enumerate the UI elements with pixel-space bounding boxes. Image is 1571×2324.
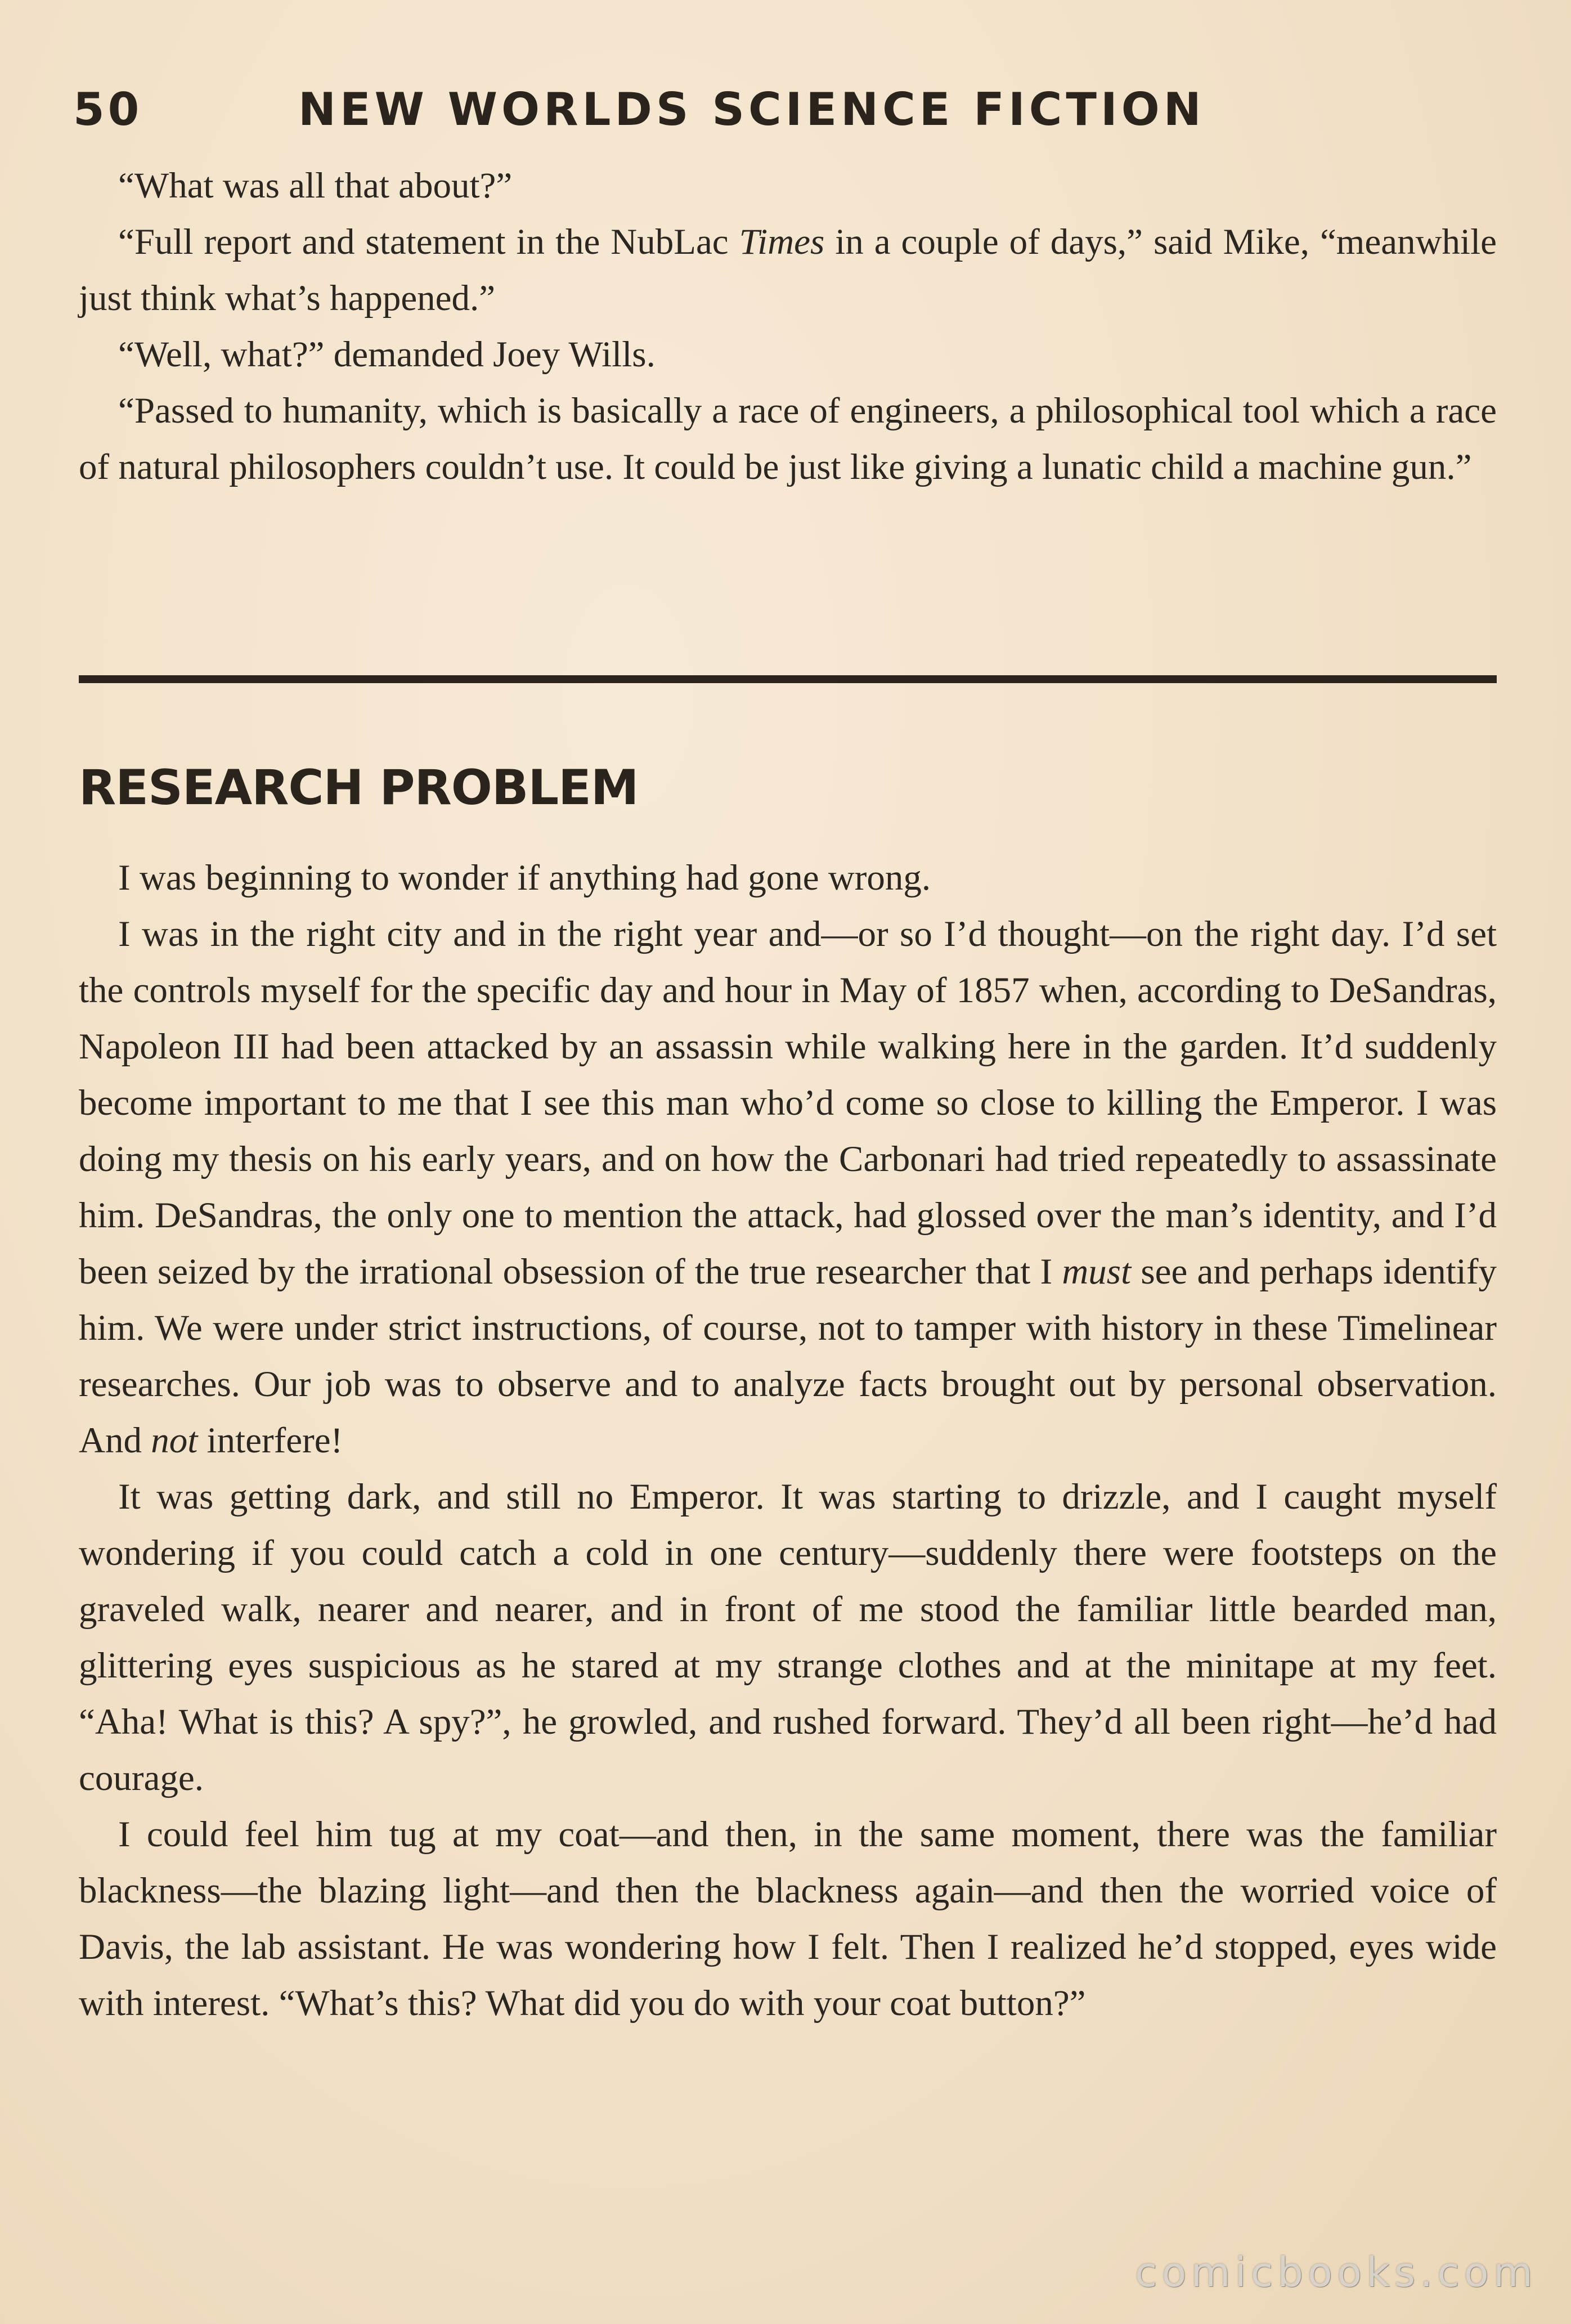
watermark: comicbooks.com bbox=[1134, 2249, 1537, 2296]
story-title: RESEARCH PROBLEM bbox=[79, 760, 639, 816]
magazine-title: NEW WORLDS SCIENCE FICTION bbox=[298, 83, 1205, 136]
paragraph: “Full report and statement in the NubLac Times in a couple of days,” said Mike, “meanwhile just think what’s happened.” bbox=[79, 222, 1497, 318]
page-number: 50 bbox=[73, 83, 143, 136]
running-head bbox=[73, 79, 1514, 141]
italic-text: Times bbox=[739, 222, 825, 262]
paragraph: “Passed to humanity, which is basically a race of engineers, a philosophical tool which a race of natural philosophers couldn’t use. It could be just like giving a lunatic child a machine gun.” bbox=[79, 391, 1497, 487]
paragraph: I could feel him tug at my coat—and then, in the same moment, there was the familiar blackness—the blazing light—and then the blackness again—and then the worried voice of Davis, the lab assistant. He was wondering how I felt. Then I realized he’d stopped, eyes wide with interest. “What’s this? What did you do with your coat button?” bbox=[79, 1814, 1497, 2024]
section-divider-rule bbox=[79, 675, 1497, 683]
paragraph: I was beginning to wonder if anything had gone wrong. bbox=[118, 858, 931, 898]
italic-text: must bbox=[1062, 1251, 1132, 1292]
paragraph: “Well, what?” demanded Joey Wills. bbox=[118, 334, 656, 375]
paragraph: “What was all that about?” bbox=[118, 165, 513, 206]
italic-text: not bbox=[151, 1420, 198, 1461]
paragraph: I was in the right city and in the right year and—or so I’d thought—on the right day. I’d set the controls myself for the specific day and hour in May of 1857 when, according to DeSandras, Napoleon III had been attacked by an assassin while walking here in the garden. It’d suddenly become important to me that I see this man who’d come so close to killing the Emperor. I was doing my thesis on his early years, and on how the Carbonari had tried repeatedly to assassinate him. DeSandras, the only one to mention the attack, had glossed over the man’s identity, and I’d been seized by the irrational obsession of the true researcher that I must see and perhaps identify him. We were under strict instructions, of course, not to tamper with history in these Timelinear researches. Our job was to observe and to analyze facts brought out by personal observation. And not interfere! bbox=[79, 914, 1497, 1461]
previous-story-ending bbox=[79, 158, 1497, 495]
story-body bbox=[79, 850, 1497, 2031]
paragraph: It was getting dark, and still no Emperor. It was starting to drizzle, and I caught myself wondering if you could catch a cold in one century—suddenly there were footsteps on the graveled walk, nearer and nearer, and in front of me stood the familiar little bearded man, glittering eyes suspicious as he stared at my strange clothes and at the minitape at my feet. “Aha! What is this? A spy?”, he growled, and rushed forward. They’d all been right—he’d had courage. bbox=[79, 1477, 1497, 1798]
